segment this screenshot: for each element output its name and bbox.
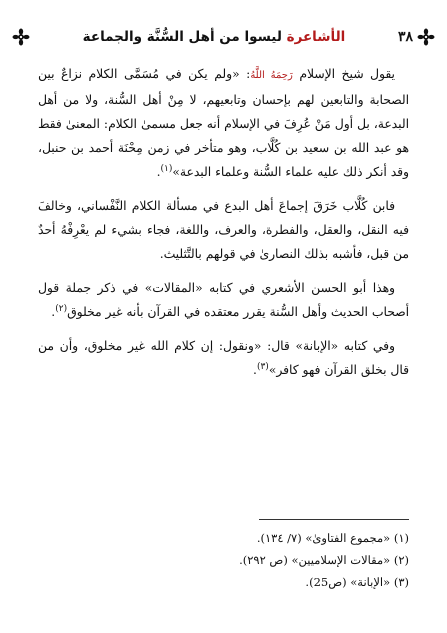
main-text [38, 62, 409, 382]
page-number: ٣٨ [397, 29, 413, 45]
footnotes [38, 527, 409, 593]
footnote-2: (٢) «مقالات الإسلاميين» (ص ٢٩٢). [239, 553, 409, 567]
paragraph-4-end: . [253, 363, 257, 377]
running-title-highlight: الأشاعرة [286, 29, 346, 45]
honorific-glyph: رَحِمَهُ اللَّهُ [250, 70, 293, 81]
footnote-ref-3[interactable]: (٣) [256, 361, 269, 372]
floral-ornament-icon [12, 28, 30, 46]
paragraph-3-end: . [51, 305, 56, 319]
paragraph-2: فابن كُلَّاب خَرَقَ إجماعَ أهل البدع في مسألة الكلام النَّفْساني، وخالفَ فيه النقل، والعقل، والفطرة، والعرف، واللغة، فجاء بشيء لم يعْرِفْهُ أحدٌ من قبل، فأشبه بذلك النصارىٰ في قولهم بالتَّثليث. [38, 199, 409, 261]
paragraph-4 [38, 334, 409, 382]
running-title [83, 29, 346, 45]
footnote-3: (٣) «الإبانة» (ص25). [305, 575, 409, 589]
running-title-rest: ليسوا من أهل السُّنَّة والجماعة [82, 29, 287, 45]
header-ornament [12, 28, 30, 46]
footnote-ref-2[interactable]: (٢) [55, 303, 68, 314]
paragraph-1-text: : «ولم يكن في مُسَمَّى الكلام نزاعٌ بين الصحابة والتابعين لهم بإحسان وتابعيهم، لا مِنْ أهل السُّنة، ولا من أهل البدعة، بل أول مَنْ عُرِفَ في الإسلام أنه جعل مسمىٰ الكلام: المعنىٰ فقط هو عبد الله بن سعيد بن كُلَّاب، وهو متأخر في زمن مِحْنَة أحمد بن حنبل، وقد أنكر ذلك عليه علماء السُّنة وعلماء البدعة» [38, 67, 409, 179]
footnote-separator [259, 519, 409, 520]
paragraph-1-end: . [156, 165, 161, 179]
footnote-1: (١) «مجموع الفتاوىٰ» (٧/ ١٣٤). [256, 531, 409, 545]
paragraph-1 [38, 62, 409, 184]
paragraph-4-text: وفي كتابه «الإبانة» قال: «ونقول: إن كلام الله غير مخلوق، وأن من قال بخلق القرآن فهو كافر» [38, 339, 409, 377]
paragraph-3 [38, 276, 409, 324]
page-number-block [398, 28, 435, 46]
paragraph-1-lead: يقول شيخ الإسلام [299, 67, 395, 81]
paragraph-3-text: وهذا أبو الحسن الأشعري في كتابه «المقالات» في ذكر جملة قول أصحاب الحديث وأهل السُّنة يقرر معتقده في القرآن بأنه غير مخلوق [38, 281, 409, 319]
footnote-ref-1[interactable]: (١) [160, 163, 173, 174]
page-header [12, 18, 435, 56]
floral-ornament-icon [417, 28, 435, 46]
